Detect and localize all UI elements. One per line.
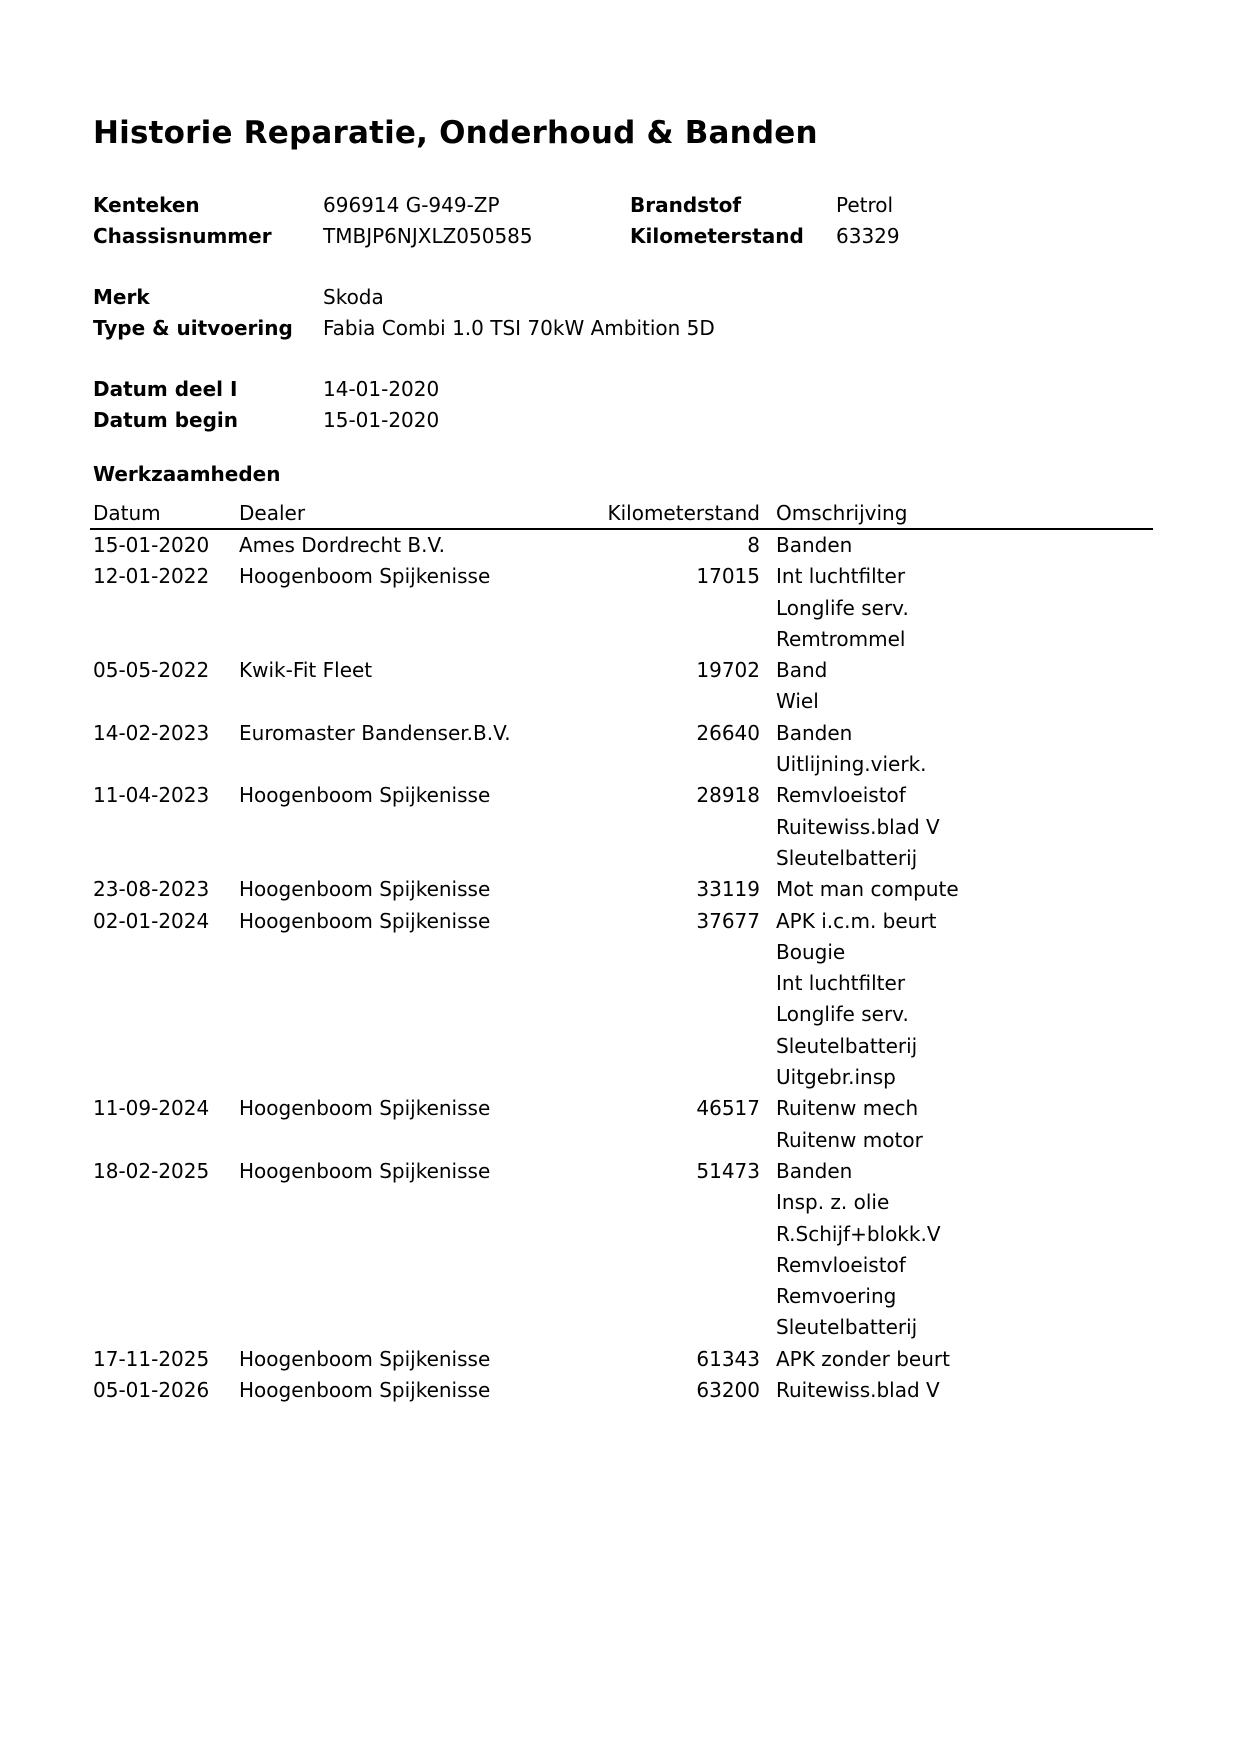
type-label: Type & uitvoering (93, 316, 293, 340)
row-omschrijving (776, 530, 1153, 561)
table-header (90, 498, 1153, 530)
kenteken-value: 696914 G-949-ZP (323, 193, 500, 217)
omschrijving-item: Remvoering (776, 1284, 897, 1309)
omschrijving-item: Mot man compute (776, 877, 959, 902)
table-row (90, 1156, 1153, 1344)
row-dealer: Hoogenboom Spijkenisse (239, 1346, 491, 1371)
omschrijving-item: Remvloeistof (776, 783, 906, 808)
row-datum: 18-02-2025 (93, 1158, 210, 1183)
omschrijving-item: Sleutelbatterij (776, 1033, 918, 1058)
row-datum: 12-01-2022 (93, 564, 210, 589)
type-value: Fabia Combi 1.0 TSI 70kW Ambition 5D (323, 316, 715, 340)
brandstof-value: Petrol (836, 193, 894, 217)
row-dealer: Hoogenboom Spijkenisse (239, 783, 491, 808)
omschrijving-item: Wiel (776, 689, 819, 714)
row-omschrijving (776, 1156, 1153, 1344)
omschrijving-item: Longlife serv. (776, 1002, 909, 1027)
werkzaamheden-title: Werkzaamheden (93, 462, 281, 486)
row-kilometerstand: 61343 (696, 1346, 760, 1371)
row-kilometerstand: 26640 (696, 720, 760, 745)
row-omschrijving (776, 1375, 1153, 1406)
row-datum: 23-08-2023 (93, 877, 210, 902)
omschrijving-item: Int luchtfilter (776, 971, 906, 996)
omschrijving-item: R.Schijf+blokk.V (776, 1221, 941, 1246)
chassis-value: TMBJP6NJXLZ050585 (323, 224, 533, 248)
page-title: Historie Reparatie, Onderhoud & Banden (93, 115, 818, 151)
omschrijving-item: Ruitenw mech (776, 1096, 919, 1121)
row-kilometerstand: 51473 (696, 1158, 760, 1183)
omschrijving-item: Longlife serv. (776, 595, 909, 620)
row-kilometerstand: 63200 (696, 1378, 760, 1403)
table-row (90, 780, 1153, 874)
datum-deel-value: 14-01-2020 (323, 377, 440, 401)
omschrijving-item: Ruitewiss.blad V (776, 814, 940, 839)
merk-label: Merk (93, 285, 150, 309)
row-omschrijving (776, 874, 1153, 905)
omschrijving-item: Remvloeistof (776, 1252, 906, 1277)
kenteken-label: Kenteken (93, 193, 200, 217)
table-body (90, 530, 1153, 1406)
omschrijving-item: Int luchtfilter (776, 564, 906, 589)
table-row (90, 655, 1153, 718)
row-dealer: Hoogenboom Spijkenisse (239, 908, 491, 933)
row-kilometerstand: 8 (747, 533, 760, 557)
table-row (90, 561, 1153, 655)
row-dealer: Kwik-Fit Fleet (239, 658, 373, 683)
row-dealer: Hoogenboom Spijkenisse (239, 564, 491, 589)
row-datum: 11-09-2024 (93, 1096, 210, 1121)
row-kilometerstand: 46517 (696, 1096, 760, 1121)
table-row (90, 718, 1153, 781)
omschrijving-item: Ruitenw motor (776, 1127, 923, 1152)
row-datum: 17-11-2025 (93, 1346, 210, 1371)
row-datum: 14-02-2023 (93, 720, 210, 745)
kilometerstand-value: 63329 (836, 224, 900, 248)
row-dealer: Hoogenboom Spijkenisse (239, 877, 491, 902)
brandstof-label: Brandstof (630, 193, 742, 217)
datum-begin-value: 15-01-2020 (323, 408, 440, 432)
merk-value: Skoda (323, 285, 384, 309)
row-dealer: Hoogenboom Spijkenisse (239, 1378, 491, 1403)
table-row (90, 874, 1153, 905)
row-datum: 11-04-2023 (93, 783, 210, 808)
row-omschrijving (776, 718, 1153, 781)
row-datum: 02-01-2024 (93, 908, 210, 933)
row-kilometerstand: 37677 (696, 908, 760, 933)
row-omschrijving (776, 561, 1153, 655)
table-row (90, 1375, 1153, 1406)
row-dealer: Hoogenboom Spijkenisse (239, 1158, 491, 1183)
row-kilometerstand: 33119 (696, 877, 760, 902)
row-kilometerstand: 19702 (696, 658, 760, 683)
table-row (90, 1344, 1153, 1375)
row-dealer: Ames Dordrecht B.V. (239, 533, 445, 557)
table-row (90, 906, 1153, 1094)
header-omschrijving: Omschrijving (776, 501, 908, 525)
chassis-label: Chassisnummer (93, 224, 272, 248)
omschrijving-item: Band (776, 658, 828, 683)
row-dealer: Euromaster Bandenser.B.V. (239, 720, 511, 745)
row-omschrijving (776, 1344, 1153, 1375)
header-dealer: Dealer (239, 501, 306, 525)
omschrijving-item: APK i.c.m. beurt (776, 908, 937, 933)
table-row (90, 1093, 1153, 1156)
omschrijving-item: Banden (776, 720, 853, 745)
werkzaamheden-table (90, 498, 1153, 1406)
row-omschrijving (776, 1093, 1153, 1156)
omschrijving-item: Remtrommel (776, 626, 906, 651)
omschrijving-item: Ruitewiss.blad V (776, 1378, 940, 1403)
row-omschrijving (776, 906, 1153, 1094)
omschrijving-item: Sleutelbatterij (776, 845, 918, 870)
omschrijving-item: Banden (776, 1158, 853, 1183)
omschrijving-item: Uitlijning.vierk. (776, 752, 927, 777)
row-omschrijving (776, 780, 1153, 874)
table-row (90, 530, 1153, 561)
row-omschrijving (776, 655, 1153, 718)
row-kilometerstand: 17015 (696, 564, 760, 589)
omschrijving-item: Banden (776, 533, 853, 557)
datum-deel-label: Datum deel I (93, 377, 238, 401)
omschrijving-item: Insp. z. olie (776, 1190, 890, 1215)
datum-begin-label: Datum begin (93, 408, 238, 432)
omschrijving-item: Sleutelbatterij (776, 1315, 918, 1340)
row-kilometerstand: 28918 (696, 783, 760, 808)
omschrijving-item: Bougie (776, 939, 846, 964)
header-kilometerstand: Kilometerstand (607, 501, 760, 525)
omschrijving-item: Uitgebr.insp (776, 1065, 896, 1090)
row-datum: 05-05-2022 (93, 658, 210, 683)
row-datum: 15-01-2020 (93, 533, 210, 557)
kilometerstand-label: Kilometerstand (630, 224, 804, 248)
row-datum: 05-01-2026 (93, 1378, 210, 1403)
header-datum: Datum (93, 501, 161, 525)
row-dealer: Hoogenboom Spijkenisse (239, 1096, 491, 1121)
omschrijving-item: APK zonder beurt (776, 1346, 950, 1371)
